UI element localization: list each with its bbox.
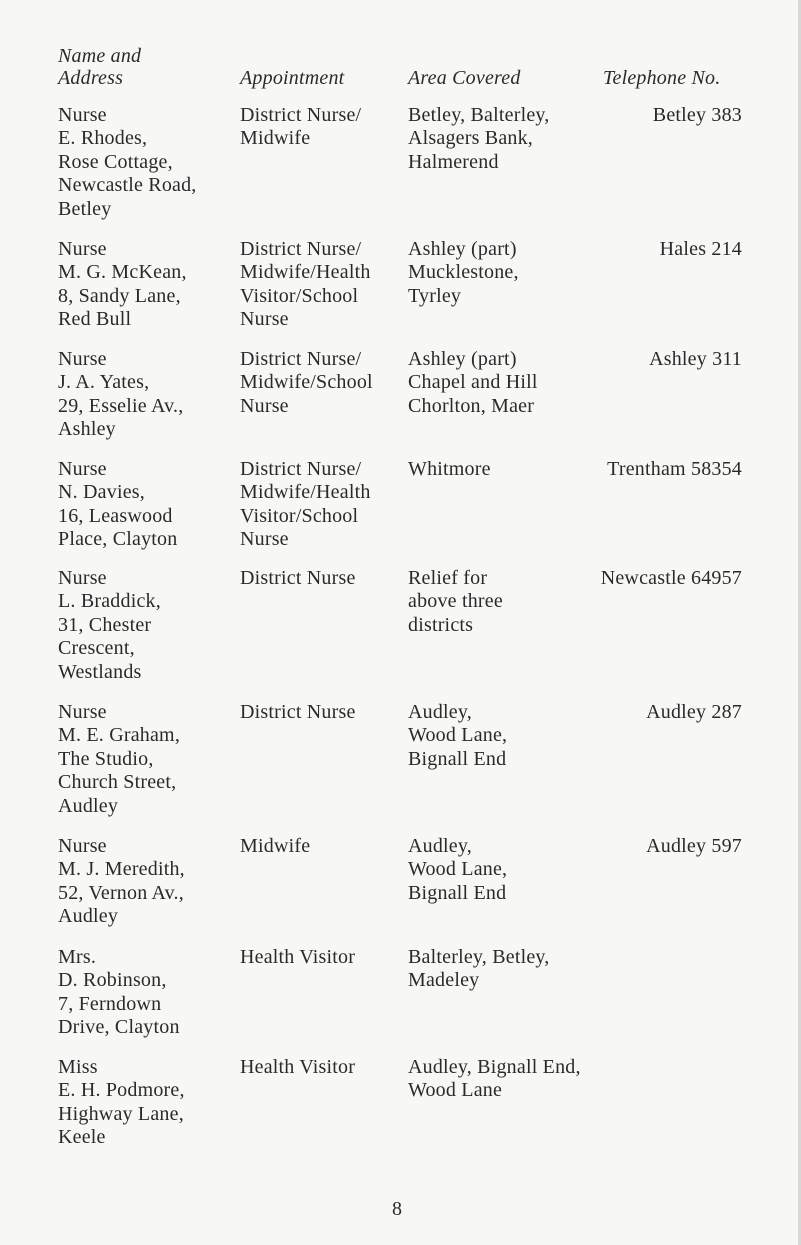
appointment-cell: District Nurse [240,567,356,589]
name-address-cell: Nurse M. J. Meredith, 52, Vernon Av., Audley [58,835,185,928]
telephone-cell: Ashley 311 [649,348,742,370]
appointment-cell: District Nurse/ Midwife/School Nurse [240,348,373,417]
name-address-cell: Nurse E. Rhodes, Rose Cottage, Newcastle Road, Betley [58,104,197,220]
telephone-cell: Hales 214 [659,238,742,260]
telephone-cell: Newcastle 64957 [600,567,742,589]
area-covered-cell: Whitmore [408,458,491,480]
header-area-covered: Area Covered [408,67,521,89]
name-address-cell: Nurse M. G. McKean, 8, Sandy Lane, Red Bull [58,238,187,331]
appointment-cell: District Nurse/ Midwife [240,104,362,150]
name-address-cell: Miss E. H. Podmore, Highway Lane, Keele [58,1056,185,1149]
appointment-cell: District Nurse/ Midwife/Health Visitor/School Nurse [240,458,371,551]
telephone-cell: Trentham 58354 [607,458,742,480]
area-covered-cell: Audley, Wood Lane, Bignall End [408,701,508,770]
area-covered-cell: Audley, Bignall End, Wood Lane [408,1056,581,1102]
header-name-address: Name and Address [58,45,142,89]
name-address-cell: Nurse L. Braddick, 31, Chester Crescent, Westlands [58,567,161,683]
appointment-cell: Health Visitor [240,1056,356,1078]
area-covered-cell: Audley, Wood Lane, Bignall End [408,835,508,904]
area-covered-cell: Ashley (part) Chapel and Hill Chorlton, Maer [408,348,538,417]
area-covered-cell: Relief for above three districts [408,567,503,636]
page-number: 8 [392,1198,402,1220]
name-address-cell: Mrs. D. Robinson, 7, Ferndown Drive, Clayton [58,946,180,1039]
appointment-cell: Midwife [240,835,311,857]
appointment-cell: District Nurse [240,701,356,723]
telephone-cell: Betley 383 [652,104,742,126]
appointment-cell: District Nurse/ Midwife/Health Visitor/School Nurse [240,238,371,331]
name-address-cell: Nurse J. A. Yates, 29, Esselie Av., Ashley [58,348,184,441]
appointment-cell: Health Visitor [240,946,356,968]
name-address-cell: Nurse N. Davies, 16, Leaswood Place, Clayton [58,458,178,551]
telephone-cell: Audley 287 [646,701,742,723]
area-covered-cell: Betley, Balterley, Alsagers Bank, Halmerend [408,104,550,173]
header-appointment: Appointment [240,67,345,89]
area-covered-cell: Balterley, Betley, Madeley [408,946,550,992]
area-covered-cell: Ashley (part) Mucklestone, Tyrley [408,238,519,307]
header-telephone: Telephone No. [603,67,721,89]
name-address-cell: Nurse M. E. Graham, The Studio, Church Street, Audley [58,701,181,817]
telephone-cell: Audley 597 [646,835,742,857]
